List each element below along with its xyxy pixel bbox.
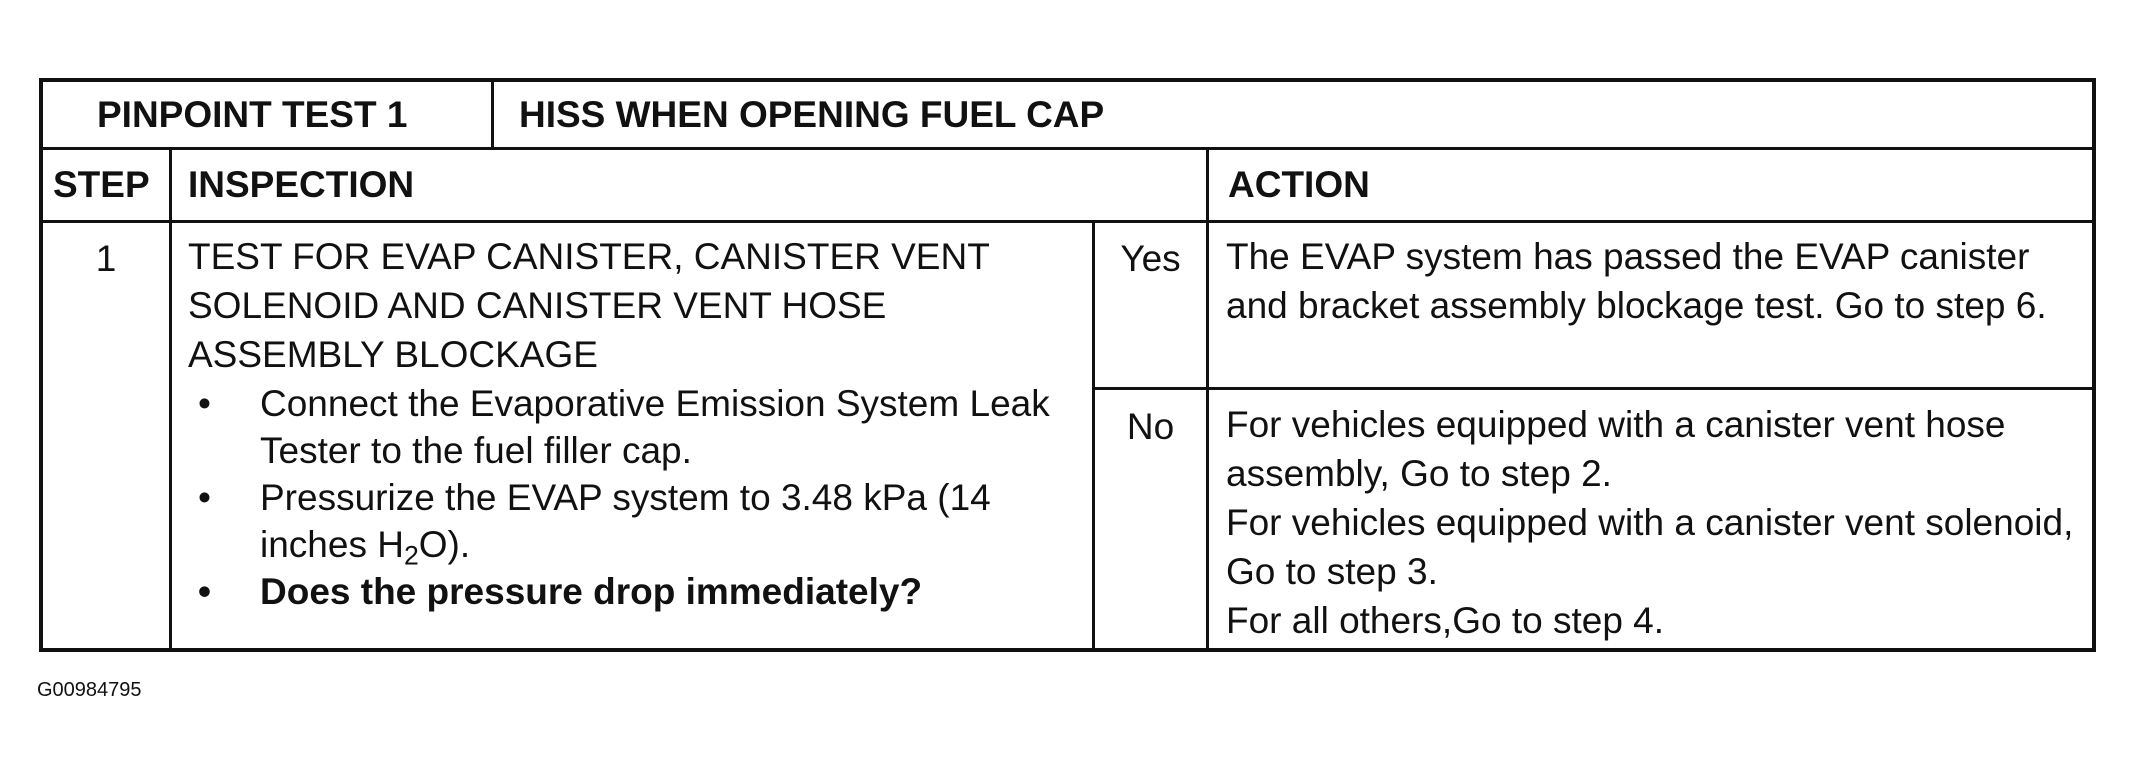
no-action	[1226, 400, 2092, 645]
pinpoint-test-table	[39, 78, 2096, 652]
test-label: PINPOINT TEST 1	[97, 94, 408, 135]
bullet-icon: •	[198, 477, 211, 518]
figure-id: G00984795	[37, 679, 142, 701]
action-line: For vehicles equipped with a canister vent solenoid, Go to step 3.	[1226, 502, 2074, 592]
divider-title	[491, 82, 494, 148]
inspection-steps	[188, 380, 1088, 615]
instruction-text: Pressurize the EVAP system to 3.48 kPa (14 inches H	[260, 477, 991, 565]
test-title: HISS WHEN OPENING FUEL CAP	[519, 94, 1105, 135]
divider-yes-no	[1093, 387, 2092, 390]
list-item	[188, 474, 1088, 571]
divider-step	[169, 148, 172, 648]
list-item	[188, 380, 1088, 474]
question-text: Does the pressure drop immediately?	[260, 571, 923, 612]
divider-action	[1206, 148, 1209, 648]
action-line: For vehicles equipped with a canister vent hose assembly, Go to step 2.	[1226, 404, 2006, 494]
instruction-text-suffix: O).	[418, 524, 471, 565]
yes-action: The EVAP system has passed the EVAP canister and bracket assembly blockage test. Go to step 6.	[1226, 236, 2047, 326]
divider-columns	[43, 220, 2092, 223]
inspection-title: TEST FOR EVAP CANISTER, CANISTER VENT SOLENOID AND CANISTER VENT HOSE ASSEMBLY BLOCKAGE	[188, 236, 990, 375]
list-item	[188, 568, 1088, 615]
column-action: ACTION	[1228, 164, 1370, 205]
no-label: No	[1126, 406, 1175, 447]
instruction-text: Connect the Evaporative Emission System Leak Tester to the fuel filler cap.	[260, 383, 1050, 471]
action-line: For all others,Go to step 4.	[1226, 600, 1665, 641]
bullet-icon: •	[198, 571, 211, 612]
bullet-icon: •	[198, 383, 211, 424]
divider-header	[43, 147, 2092, 150]
step-number: 1	[95, 238, 117, 279]
subscript: 2	[403, 540, 419, 571]
yes-label: Yes	[1120, 238, 1181, 279]
column-step: STEP	[53, 164, 150, 205]
column-inspection: INSPECTION	[188, 164, 415, 205]
